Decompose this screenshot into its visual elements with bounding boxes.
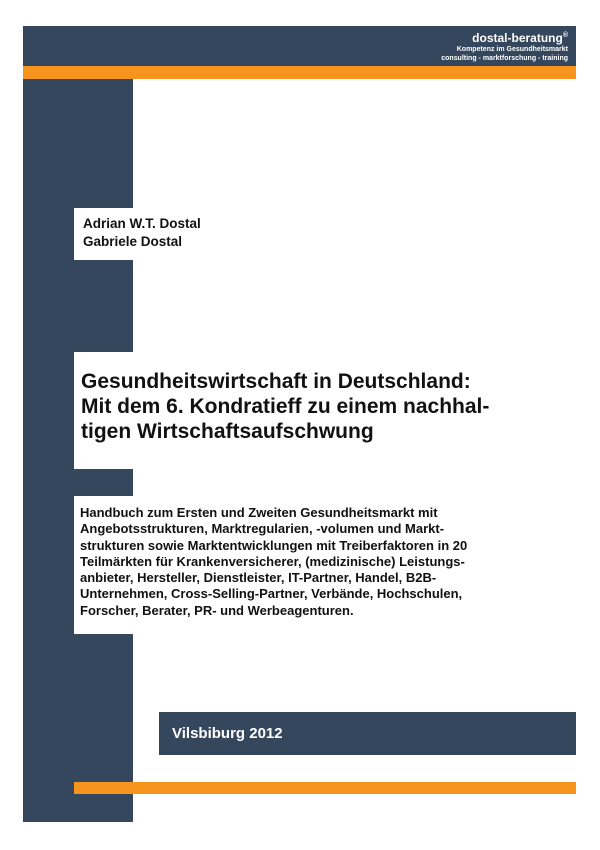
description-line: Forscher, Berater, PR- und Werbeagenturen. [80, 602, 354, 618]
description-line: Teilmärkten für Krankenversicherer, (medizinische) Leistungs- [80, 553, 465, 569]
place-year-bar [159, 712, 576, 755]
place-year: Vilsbiburg 2012 [172, 725, 283, 742]
brand-block [441, 29, 568, 63]
description-line: strukturen sowie Marktentwicklungen mit Treiberfaktoren in 20 [80, 537, 468, 553]
description-line: Angebotsstrukturen, Marktregularien, -volumen und Markt- [80, 521, 445, 537]
brand-name: dostal-beratung [472, 31, 563, 45]
authors [83, 215, 201, 251]
description-line: anbieter, Hersteller, Dienstleister, IT-Partner, Handel, B2B- [80, 570, 437, 586]
header-orange-stripe [23, 66, 576, 79]
registered-mark: ® [562, 32, 568, 39]
brand-tagline: Kompetenz im Gesundheitsmarkt [456, 46, 568, 53]
header-bar [23, 26, 576, 66]
book-title [81, 369, 576, 444]
bottom-orange-stripe [74, 782, 576, 794]
description-line: Handbuch zum Ersten und Zweiten Gesundheitsmarkt mit [80, 505, 438, 520]
book-description [80, 505, 570, 619]
title-line: tigen Wirtschaftsaufschwung [81, 420, 374, 443]
brand-name-line [441, 29, 568, 45]
description-line: Unternehmen, Cross-Selling-Partner, Verbände, Hochschulen, [80, 586, 463, 602]
title-line: Gesundheitswirtschaft in Deutschland: [81, 370, 471, 393]
title-line: Mit dem 6. Kondratieff zu einem nachhal- [81, 395, 490, 418]
author-name: Gabriele Dostal [83, 234, 183, 249]
author-name: Adrian W.T. Dostal [83, 216, 201, 231]
brand-services: consulting - marktforschung - training [441, 55, 568, 62]
